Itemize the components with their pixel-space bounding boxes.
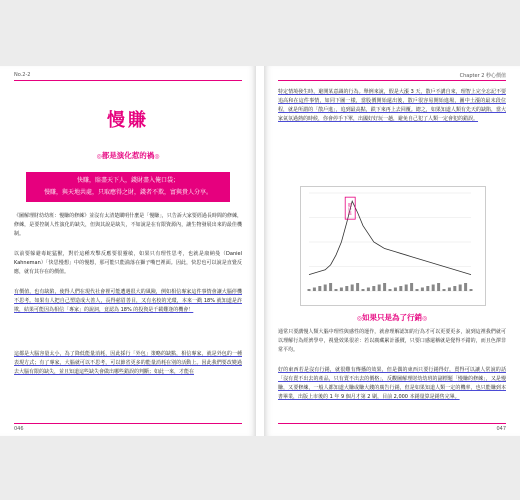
right-page	[264, 66, 520, 436]
header-rule	[278, 80, 506, 81]
volume-bar	[405, 285, 408, 292]
paragraph: 以前要躲避毒蛇猛獸，對於這種攻擊反應要很靈敏，如果只有理性思考，也就是康納曼（Daniel Kahneman）「快思慢想」中的慢想，那可能只能淪落在獅子嘴巴裡面。因此，快思也可以說是直覺反應，就有其存在的價值。	[14, 251, 242, 275]
volume-bar	[362, 289, 365, 291]
volume-bar	[394, 288, 397, 292]
volume-bar	[399, 286, 402, 291]
volume-bar	[443, 289, 446, 291]
volume-bar	[345, 286, 348, 291]
volume-bar	[313, 288, 316, 292]
section-heading: ◎都是演化惹的禍◎	[96, 151, 160, 160]
page-number: 046	[14, 426, 24, 432]
volume-bar	[318, 286, 321, 291]
volume-bar	[356, 283, 359, 291]
volume-bar	[389, 289, 392, 291]
volume-bar	[335, 289, 338, 291]
footer-rule	[14, 423, 242, 424]
volume-bar	[329, 283, 332, 291]
volume-bar	[324, 285, 327, 292]
volume-bar	[448, 288, 451, 292]
volume-bar	[383, 283, 386, 291]
page-number: 047	[496, 426, 506, 432]
price-line	[309, 201, 471, 274]
volume-bar	[470, 289, 473, 291]
callout-box	[26, 172, 230, 202]
volume-bar	[372, 286, 375, 291]
volume-bar	[453, 286, 456, 291]
volume-bar	[432, 285, 435, 292]
paragraph: 有價值，也有缺陷，使得人們在現代社會裡可能遭遇很大的風險，例如相信專家這件事情會讓大腦停機不思考。如果有人把自己塑造成大善人，長得慈眉善目，又有名校的光環，本來一戳 18% 就知道是詐欺，結果可能因為相信「專家」的說詞，竟認為 18% 的投資是千載難逢的機會！	[14, 289, 242, 313]
volume-bar	[437, 283, 440, 291]
volume-bar	[426, 286, 429, 291]
page-header: No.2-2	[14, 72, 31, 78]
annotation-label: 散戶進	[347, 203, 353, 216]
page-header: Chapter 2 秒心價值	[459, 73, 506, 79]
chart-svg	[301, 187, 485, 305]
volume-bar	[416, 289, 419, 291]
left-page	[0, 66, 256, 436]
paragraph: 通常只要講慢人類大腦中理性與感性的運作，就會理解認知的行為才可以更要更多，說到這裡我們就可以理解行為經濟學中，視覺效果很差：若以廣藏累計漲價，只要口感還稱就是覺得不錯的，而且色澤非常平均。	[278, 329, 506, 353]
section-heading: ◎如果只是為了行銷◎	[356, 313, 428, 322]
header-rule	[14, 80, 242, 81]
callout-line: 快賺，賠盡天下人，錢財盡入俺口袋；	[76, 177, 179, 184]
volume-bar	[308, 289, 311, 291]
callout-line: 慢賺，與天地共處，只取應得之財，錢者不欺，富與貴人分享。	[43, 189, 212, 196]
volume-bar	[351, 285, 354, 292]
stock-chart	[300, 186, 486, 306]
volume-bar	[367, 288, 370, 292]
paragraph: 好的東西若是沒有行銷，就很難有傳播的效果，但是偶的東西只要行銷得好，賣得可以讓人常說的話「沒有賣不出去的產品，只有賣不出去的價格」，反觀圖解理財幼幼班的副標題「慢賺的修練」，又是慢賺，又要修練，一般人都知道大賺或賺大錢的廣告行銷，但是如果知道人類一定的機率，也只能賺到本書畢業，出版上市後的 1 年 9 個月才第 2 刷，目前 2,000 本銷量算是銷售完畢。	[278, 367, 506, 400]
chapter-title: 慢賺	[107, 110, 149, 131]
volume-bar	[459, 285, 462, 292]
volume-bar	[464, 283, 467, 291]
volume-bar	[340, 288, 343, 292]
paragraph: 特定情境發生時，避開某意識的行為。舉例來說，假是大漲 3 天，散戶不講自來，理智上完全忘記不要追高和在這件事情，如同下圖一樣，當股價開始還出後，散戶很容易開始進場，圖中土漲的最末段位程，就是所謂的「散戶進」，追到最高點，跌下來再上去回覆。總之，如果知道人類有先天的缺陷，當大家氣氛過熱的時候，你會停手下單，出國好好玩一趟，避免自己犯了人類一定會犯的錯誤。	[278, 89, 506, 122]
footer-rule	[278, 423, 506, 424]
volume-bar	[421, 288, 424, 292]
volume-bar	[410, 283, 413, 291]
book-spread	[0, 66, 520, 436]
volume-bar	[378, 285, 381, 292]
paragraph: 這都是大腦容量太小，為了降低能量消耗，因此採行「外包」策略的缺點，相信專家，就是外包的一種表現方式；有了專家，大腦就可以不思考，可以節省更多的能量消耗在別的活動上。因此我們要改變過去大腦有限的缺失，並且知道這些缺失會做出哪些錯誤的判斷；如此一來，才能在	[14, 351, 242, 375]
paragraph: 《圖解理財幼幼班：慢賺的修練》並沒有太清楚闡明什麼是「慢賺」，只告訴大家要經過長時間的修練，修練，是要控制人性演化的缺失，但與其說是缺失，不如說是在有限資源內，讓生物發展出來的最佳機制。	[14, 213, 242, 237]
